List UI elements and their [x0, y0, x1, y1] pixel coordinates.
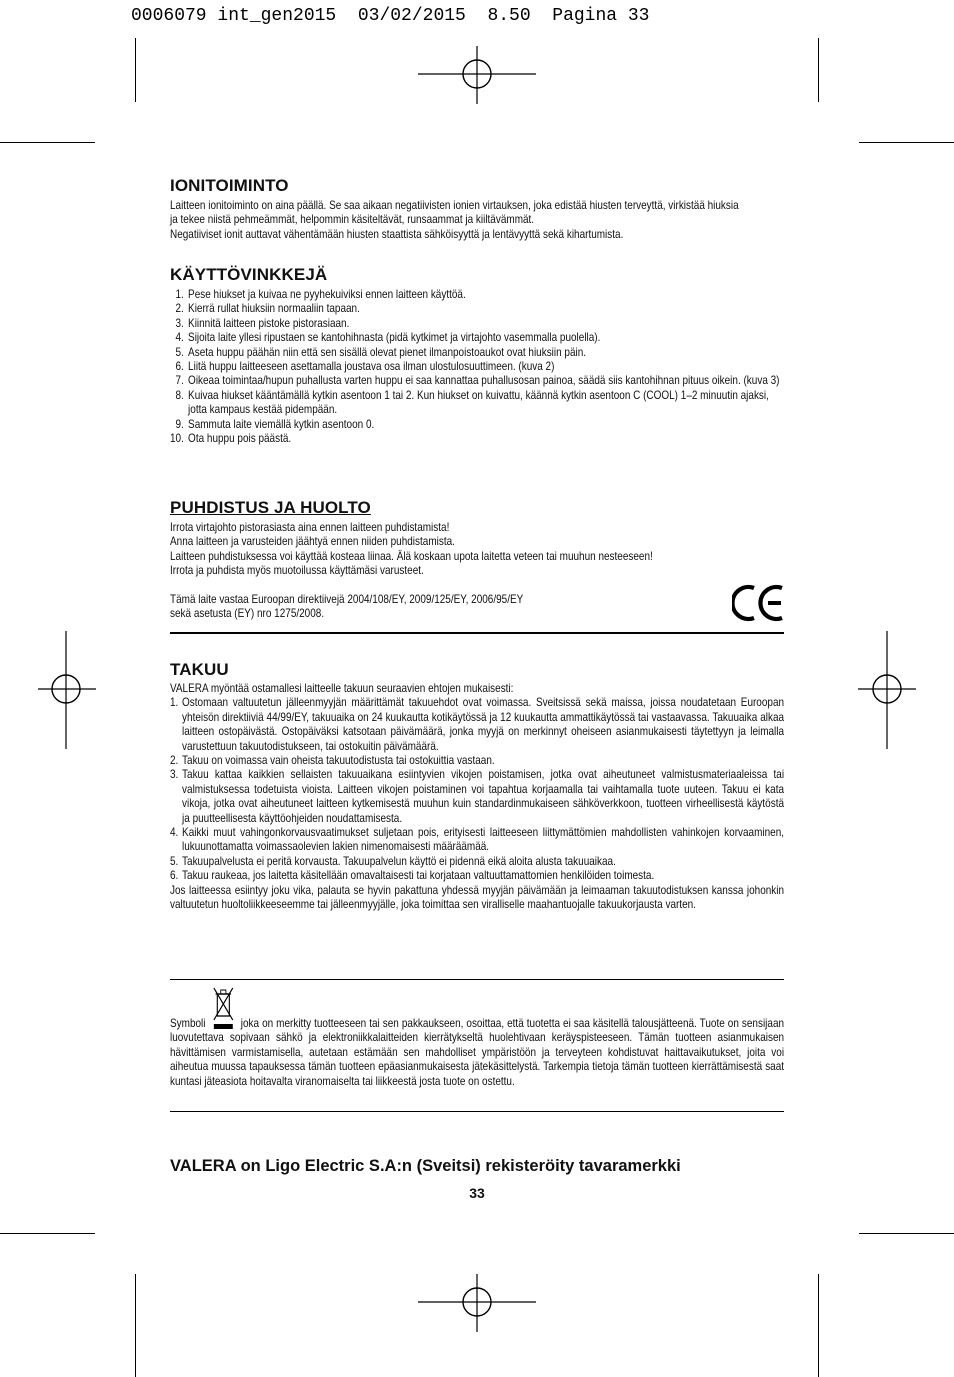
- crop-mark-icon: [135, 38, 136, 102]
- section-body: [170, 682, 784, 913]
- brand-statement: VALERA on Ligo Electric S.A:n (Sveitsi) rekisteröity tavaramerkki: [170, 1157, 681, 1175]
- section-ionitoiminto: [170, 176, 784, 242]
- section-title: KÄYTTÖVINKKEJÄ: [170, 265, 328, 284]
- registration-mark-icon: [858, 631, 916, 749]
- section-takuu: [170, 660, 784, 913]
- crop-mark-icon: [818, 38, 819, 102]
- divider: [170, 1111, 784, 1112]
- list-item: 6. Liitä huppu laitteeseen asettamalla joustava osa ilman ulostulosuuttimeen. (kuva 2): [175, 360, 555, 374]
- list-item: 1. Ostomaan valtuutetun jälleenmyyjän määrittämät takuuehdot ovat voimassa. Sveitsissä sekä maissa, joissa noudatetaan Euroopan yhteisön direktiiviä 44/99/EY, takuuaika on 24 kuukautta kotikäytössä ja 12 kuukautta ammattikäytössä tai vastaavassa. Takuuaika alkaa laitteen ostopäivästä. Ostopäiväksi katsotaan päivämäärä, jonka myyjä on merkinnyt oheiseen asianmukaisesti täytettyyn ja leimalla varustettuun takuutodistukseen, tai ostokuitin päivämäärä.: [170, 696, 785, 753]
- text-line: Negatiiviset ionit auttavat vähentämään hiusten staattista sähköisyyttä ja lentävyyttä sekä kihartumista.: [170, 227, 624, 241]
- section-kayttovinkkeja: [170, 265, 784, 446]
- list-item: 1. Pese hiukset ja kuivaa ne pyyhekuiviksi ennen laitteen käyttöä.: [175, 288, 466, 301]
- weee-rest: Tuote on sensijaan luovutettava sopivaan sähkö ja elektroniikkalaitteiden kierrätykseltä huolehtivaan keräyspisteeseen. Tämän tuotteen asianmukaisen hävittämisen varmistamisella, autetaan estämään sen mahdolliset ympäristöön ja terveyteen kohdistuvat haittavaikutukset, joita voi aiheutua muussa tapauksessa tämän tuotteen epäasianmukaisesta jätekäsittelystä. Tarkempia tietoja tämän tuotteen kierrättämisestä saat kuntasi jäteasiota hoitavalta viranomaiselta tai liikkeestä josta tuote on ostettu.: [170, 1017, 785, 1088]
- directive-note: [170, 593, 784, 622]
- list-item: 3. Kiinnitä laitteen pistoke pistorasiaan.: [175, 316, 350, 330]
- tips-list: [170, 288, 784, 446]
- list-item: 7. Oikeaa toimintaa/hupun puhallusta varten huppu ei saa kannattaa puhallusosan painoa, säädä siis kantohihnan pituus oikein. (kuva 3): [175, 374, 780, 388]
- weee-first-line: joka on merkitty tuotteeseen tai sen pakkaukseen, osoittaa, että tuotetta ei saa käsitellä talousjätteenä.: [240, 1017, 697, 1030]
- list-item: 3. Takuu kattaa kaikkien sellaisten takuuaikana esiintyvien vikojen poistamisen, jotka ovat aiheutuneet valmistusmateriaaleissa tai valmistuksessa todetuista vioista. Laitteen vikojen poistaminen voi tapahtua korjaamalla tai vaihtamalla tuote uuteen. Takuu ei kata vikoja, jotka ovat aiheutuneet laitteen kytkemisestä muuhun kuin standardinmukaiseen sähköverkkoon, tuotteen virheellisestä käytöstä ja puutteellisesta käyttöohjeiden noudattamisesta.: [170, 768, 785, 825]
- text-line: Laitteen puhdistuksessa voi käyttää kosteaa liinaa. Älä koskaan upota laitetta veteen tai muuhun nesteeseen!: [170, 549, 653, 563]
- section-title: PUHDISTUS JA HUOLTO: [170, 498, 371, 517]
- weee-bin-icon: [210, 986, 236, 1030]
- page-number: 33: [469, 1185, 485, 1201]
- text-line: Irrota ja puhdista myös muotoilussa käyttämäsi varusteet.: [170, 564, 424, 578]
- registration-mark-icon: [418, 46, 536, 104]
- list-item: 4. Kaikki muut vahingonkorvausvaatimukset suljetaan pois, erityisesti laitteeseen liittymättömien mahdollisten vahinkojen korvaaminen, lukuunottamatta voimassaolevien lakien nimenomaisesti määräämää.: [170, 826, 785, 854]
- registration-mark-icon: [418, 1274, 536, 1332]
- ce-mark-icon: [732, 584, 786, 622]
- list-item: 8. Kuivaa hiukset kääntämällä kytkin asentoon 1 tai 2. Kun hiukset on kuivattu, käännä kytkin asentoon C (COOL) 1–2 minuutin ajaksi, jotta kampaus kestää pidempään.: [175, 388, 769, 417]
- section-title: IONITOIMINTO: [170, 176, 289, 195]
- text-line: Irrota virtajohto pistorasiasta aina ennen laitteen puhdistamista!: [170, 521, 450, 534]
- list-item: 5. Takuupalvelusta ei peritä korvausta. Takuupalvelun käyttö ei pidennä eikä aloita alusta takuuaikaa.: [170, 854, 616, 868]
- crop-mark-icon: [135, 1274, 136, 1377]
- list-item: 2. Takuu on voimassa vain oheista takuutodistusta tai ostokuittia vastaan.: [170, 754, 495, 768]
- weee-notice: [170, 1016, 784, 1089]
- list-item: 5. Aseta huppu päähän niin että sen sisällä olevat pienet ilmanpoistoaukot ovat hiuksiin päin.: [175, 345, 587, 359]
- print-slug: 0006079 int_gen2015 03/02/2015 8.50 Pagina 33: [131, 6, 650, 26]
- text-line: sekä asetusta (EY) nro 1275/2008.: [170, 607, 325, 621]
- list-item: 6. Takuu raukeaa, jos laitetta käsitellään omavaltaisesti tai korjataan valtuuttamattomien henkilöiden toimesta.: [170, 869, 655, 883]
- closing-paragraph: Jos laitteessa esiintyy joku vika, palauta se hyvin pakattuna yhdessä myyjän päivämään ja leimaaman takuutodistuksen kanssa johonkin valtuutetun huoltoliikkeeseemme tai jälleenmyyjälle, joka toimittaa sen viralliselle maahantuojalle takuukorjausta varten.: [170, 883, 785, 912]
- crop-mark-icon: [0, 1233, 95, 1234]
- divider: [170, 632, 784, 634]
- list-item: 9. Sammuta laite viemällä kytkin asentoon 0.: [175, 417, 375, 431]
- list-item: 10. Ota huppu pois päästä.: [170, 432, 292, 446]
- text-line: Laitteen ionitoiminto on aina päällä. Se saa aikaan negatiivisten ionien virtauksen, joka edistää hiusten terveyttä, virkistää hiuksia: [170, 199, 739, 212]
- list-item: 4. Sijoita laite yllesi ripustaen se kantohihnasta (pidä kytkimet ja virtajohto vasemmalla puolella).: [175, 331, 601, 345]
- crop-mark-icon: [859, 1233, 954, 1234]
- text-line: Anna laitteen ja varusteiden jäähtyä ennen niiden puhdistamista.: [170, 535, 455, 549]
- text-line: VALERA myöntää ostamallesi laitteelle takuun seuraavien ehtojen mukaisesti:: [170, 682, 514, 695]
- crop-mark-icon: [0, 142, 95, 143]
- text-line: ja tekee niistä pehmeämmät, helpommin käsiteltävät, runsaammat ja kiiltävämmät.: [170, 213, 535, 227]
- section-body: [170, 199, 784, 242]
- divider: [170, 979, 784, 980]
- warranty-list: [170, 696, 784, 883]
- crop-mark-icon: [818, 1274, 819, 1377]
- section-title: TAKUU: [170, 660, 229, 679]
- section-puhdistus: [170, 498, 784, 579]
- crop-mark-icon: [859, 142, 954, 143]
- registration-mark-icon: [38, 631, 96, 749]
- text-line: Tämä laite vastaa Euroopan direktiivejä 2004/108/EY, 2009/125/EY, 2006/95/EY: [170, 593, 524, 606]
- symbol-prefix: Symboli: [170, 1017, 206, 1030]
- list-item: 2. Kierrä rullat hiuksiin normaaliin tapaan.: [175, 302, 360, 316]
- section-body: [170, 521, 784, 579]
